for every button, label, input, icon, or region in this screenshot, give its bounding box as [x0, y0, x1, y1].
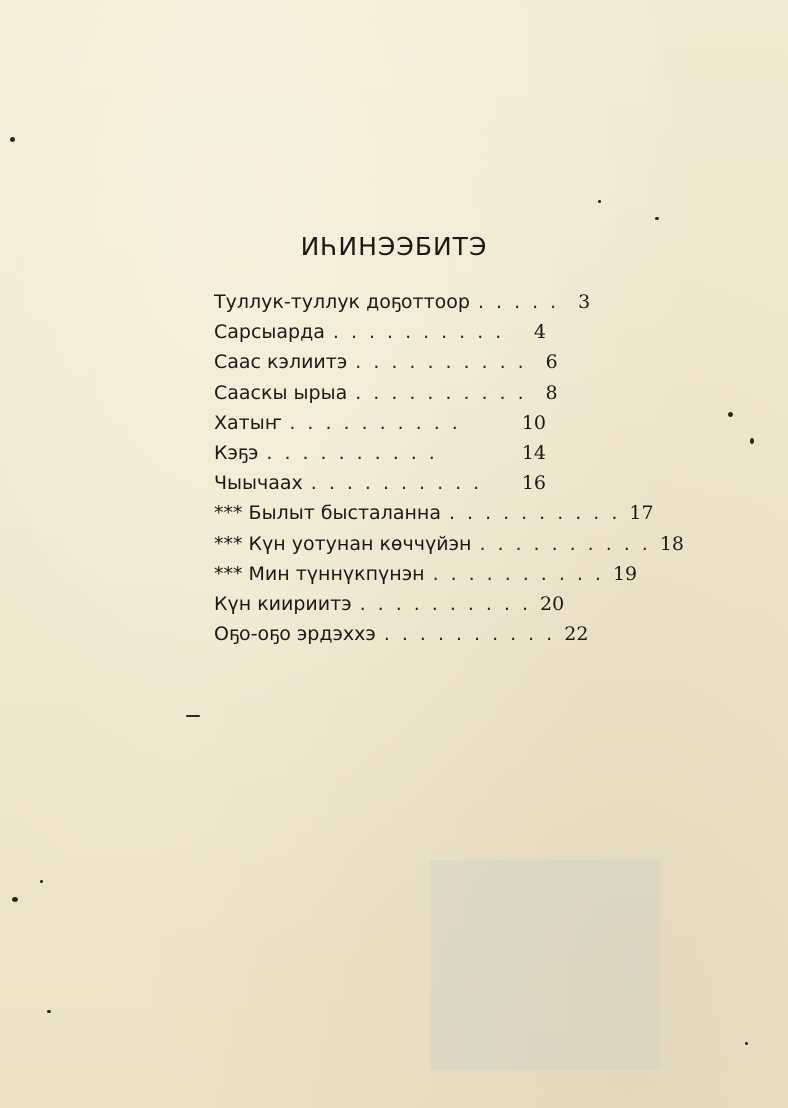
paper-speck [40, 880, 43, 883]
paper-speck [186, 715, 200, 717]
leader-dots: ..... [477, 291, 569, 314]
table-of-contents [214, 287, 685, 649]
leader-dots: .......... [432, 562, 613, 585]
toc-entry-page: 3 [578, 291, 591, 314]
toc-entry-page: 14 [521, 442, 546, 465]
leader-dots: .......... [448, 502, 630, 525]
leader-dots: .......... [383, 623, 565, 646]
toc-entry-page: 4 [533, 321, 546, 344]
toc-entry-page: 10 [521, 411, 546, 434]
toc-entry [214, 619, 589, 649]
toc-entry-title: Саас кэлиитэ [214, 351, 348, 374]
page-title: ИҺИНЭЭБИТЭ [300, 232, 488, 261]
show-through-stain [430, 860, 660, 1070]
paper-speck [750, 438, 754, 444]
paper-speck [47, 1010, 51, 1013]
toc-entry-title: *** Күн уотунан көччүйэн [214, 532, 472, 555]
toc-entry-page: 17 [629, 502, 654, 525]
paper-speck [10, 137, 15, 142]
toc-entry-title: Күн киириитэ [214, 592, 352, 615]
leader-dots: .......... [266, 442, 447, 465]
leader-dots: .......... [355, 381, 536, 404]
toc-entry-title: Кэҕэ [214, 442, 259, 465]
toc-entry-page: 16 [521, 472, 546, 495]
toc-entry-page: 22 [564, 623, 589, 646]
toc-entry-title: Туллук-туллук доҕоттоор [214, 291, 470, 314]
toc-entry-title: Чыычаах [214, 472, 303, 495]
toc-entry [214, 559, 638, 589]
leader-dots: .......... [289, 411, 470, 434]
paper-speck [728, 412, 733, 417]
paper-speck [598, 200, 601, 203]
toc-entry-title: Сарсыарда [214, 321, 325, 344]
toc-entry [214, 378, 558, 408]
paper-speck [655, 217, 659, 220]
leader-dots: .......... [479, 532, 660, 555]
toc-entry-title: Хатыҥ [214, 411, 282, 434]
toc-entry-page: 8 [545, 381, 558, 404]
toc-entry [214, 468, 546, 498]
toc-entry-title: *** Мин түннүкпүнэн [214, 562, 425, 585]
toc-entry-page: 19 [612, 562, 638, 585]
toc-entry-page: 20 [540, 592, 565, 615]
toc-entry [214, 408, 546, 438]
toc-entry [214, 347, 558, 377]
toc-entry [214, 287, 591, 317]
leader-dots: .......... [355, 351, 536, 374]
toc-entry-page: 18 [659, 532, 685, 555]
toc-entry [214, 589, 565, 619]
leader-dots: .......... [359, 592, 541, 615]
toc-entry [214, 498, 654, 528]
toc-entry [214, 529, 685, 559]
toc-entry-title: Оҕо-оҕо эрдэххэ [214, 623, 376, 646]
toc-entry [214, 317, 546, 347]
paper-speck [12, 897, 18, 902]
paper-speck [745, 1042, 748, 1045]
leader-dots: .......... [332, 321, 514, 344]
toc-entry-title: Сааскы ырыа [214, 381, 348, 404]
toc-entry-page: 6 [545, 351, 558, 374]
toc-entry-title: *** Былыт бысталанна [214, 502, 441, 525]
toc-entry [214, 438, 546, 468]
leader-dots: .......... [310, 472, 492, 495]
